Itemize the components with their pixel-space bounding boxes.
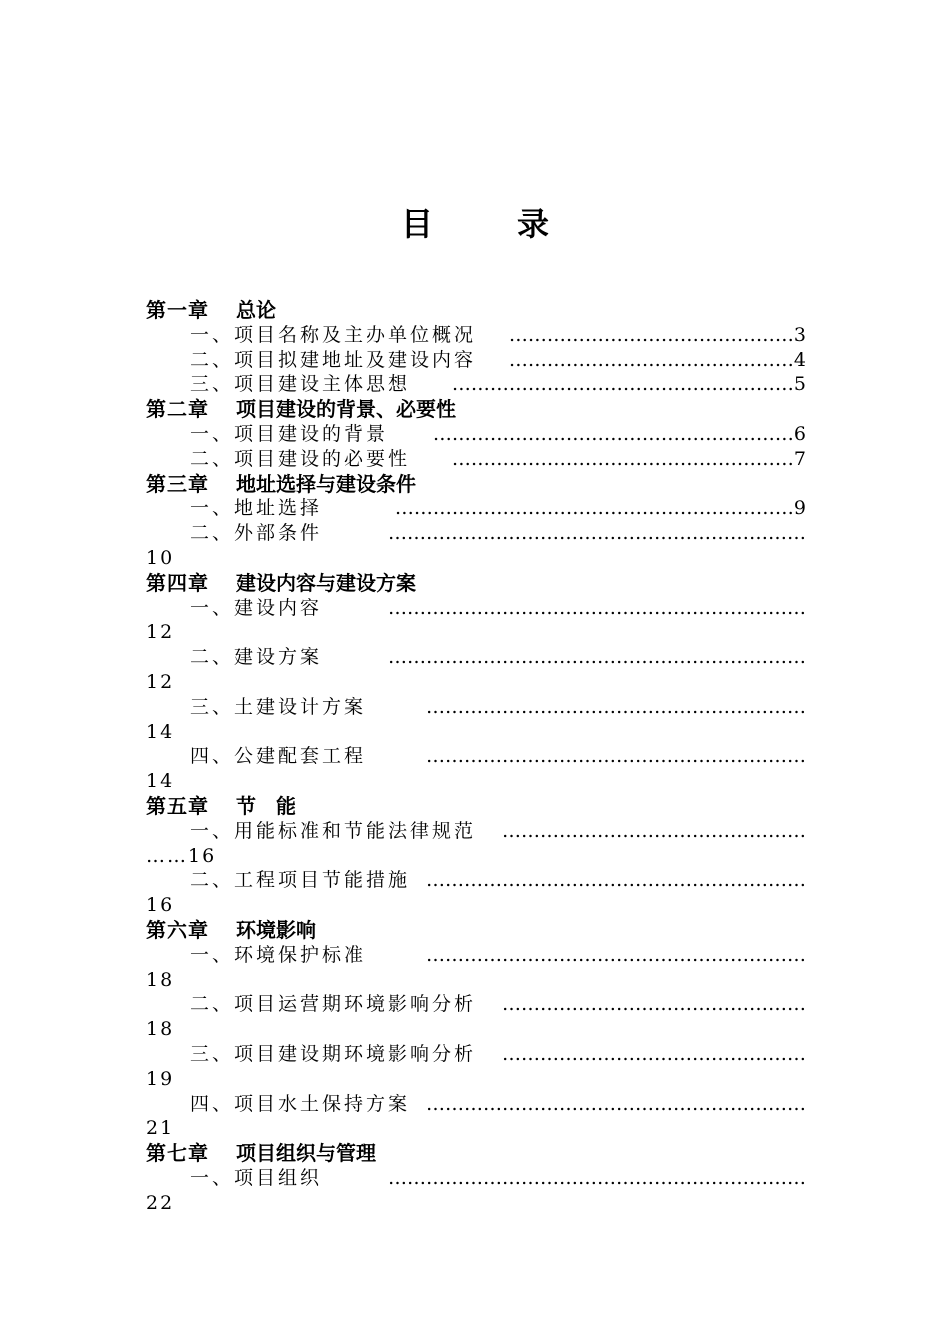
leader-dots: ………………………………………………………… [388,646,806,669]
leader-dots: …………………………………………………… [426,1092,806,1115]
dot-leader [502,1042,806,1067]
section-title: 二、建设方案 [190,646,323,669]
chapter-title: 建设内容与建设方案 [236,570,416,595]
toc-section-entry [146,819,806,844]
toc-section-entry [146,521,806,546]
dot-leader [426,695,806,720]
chapter-number: 第三章 [146,471,209,496]
wrapped-page-number [146,844,806,869]
leader-dots: …………………………………………………… [426,943,806,966]
dot-leader [388,521,806,546]
toc-section-entry [146,645,806,670]
wrapped-page-number [146,620,806,645]
toc-section-entry [146,596,806,621]
wrapped-page-number [146,670,806,695]
chapter-title: 项目组织与管理 [236,1141,376,1166]
dot-leader [502,819,806,844]
section-title: 一、建设内容 [190,596,323,619]
toc-section-entry [146,943,806,968]
toc-section-entry [146,348,806,373]
leader-dots: …………………………………………………… [426,745,806,768]
toc-title-char-1: 目 [400,205,433,243]
dot-leader [452,447,806,472]
page-number: ……16 [146,844,217,867]
section-title: 一、项目建设的背景 [190,422,389,445]
page-number: 4 [793,348,806,371]
chapter-title: 环境影响 [236,917,316,942]
page-number: 5 [793,373,806,396]
leader-dots: ……………………………………………… [451,373,794,396]
chapter-title: 项目建设的背景、必要性 [236,397,456,422]
toc-section-entry [146,1092,806,1117]
dot-leader [426,868,806,893]
section-title: 二、项目拟建地址及建设内容 [190,348,477,371]
table-of-contents [146,298,806,1215]
chapter-title: 地址选择与建设条件 [236,471,416,496]
chapter-title: 总论 [236,298,276,322]
toc-chapter-heading [146,1141,806,1166]
wrapped-page-number [146,1116,806,1141]
wrapped-page-number [146,1017,806,1042]
section-title: 四、项目水土保持方案 [190,1092,411,1115]
leader-dots: ………………………………………… [502,993,806,1016]
dot-leader [426,744,806,769]
section-title: 二、项目运营期环境影响分析 [190,993,477,1016]
toc-chapter-heading [146,397,806,422]
page-number: 3 [793,323,806,346]
dot-leader [433,422,806,447]
wrapped-page-number [146,968,806,993]
wrapped-page-number [146,1067,806,1092]
leader-dots: ………………………………………………… [432,422,794,445]
chapter-number: 第七章 [146,1141,209,1166]
dot-leader [395,496,806,521]
wrapped-page-number [146,720,806,745]
section-title: 一、地址选择 [190,497,323,520]
toc-section-entry [146,992,806,1017]
leader-dots: ……………………………………………………… [394,497,794,520]
dot-leader [426,943,806,968]
page-number: 14 [146,720,175,743]
section-title: 三、项目建设期环境影响分析 [190,1042,477,1065]
dot-leader [388,596,806,621]
page-number: 22 [146,1191,175,1214]
section-title: 一、项目组织 [190,1166,323,1189]
leader-dots: ………………………………………………………… [388,522,806,545]
toc-section-entry [146,372,806,397]
page-number: 7 [793,447,806,470]
leader-dots: …………………………………………………… [426,869,806,892]
toc-chapter-heading [146,794,806,819]
toc-section-entry [146,695,806,720]
page-number: 14 [146,770,175,793]
section-title: 三、项目建设主体思想 [190,373,411,396]
dot-leader [502,992,806,1017]
dot-leader [509,348,806,373]
page-number: 10 [146,546,175,569]
page-number: 6 [793,422,806,445]
section-title: 二、外部条件 [190,522,323,545]
page-number: 18 [146,1018,175,1041]
toc-title [0,202,950,246]
wrapped-page-number [146,546,806,571]
toc-section-entry [146,1166,806,1191]
section-title: 一、项目名称及主办单位概况 [190,323,477,346]
dot-leader [388,645,806,670]
toc-section-entry [146,1042,806,1067]
chapter-number: 第六章 [146,917,209,942]
wrapped-page-number [146,893,806,918]
leader-dots: ………………………………………………………… [388,1166,806,1189]
toc-section-entry [146,868,806,893]
toc-chapter-heading [146,571,806,596]
page-number: 18 [146,968,175,991]
page-number: 21 [146,1117,175,1140]
toc-chapter-heading [146,472,806,497]
toc-section-entry [146,422,806,447]
dot-leader [452,372,806,397]
toc-title-char-2: 录 [517,205,550,243]
dot-leader [509,323,806,348]
leader-dots: ……………………………………………… [451,447,794,470]
toc-section-entry [146,744,806,769]
leader-dots: ………………………………………… [502,1042,806,1065]
toc-section-entry [146,496,806,521]
section-title: 二、工程项目节能措施 [190,869,411,892]
dot-leader [388,1166,806,1191]
page-number: 12 [146,621,175,644]
section-title: 一、用能标准和节能法律规范 [190,819,477,842]
leader-dots: …………………………………………………… [426,695,806,718]
leader-dots: ………………………………………… [502,819,806,842]
chapter-number: 第四章 [146,570,209,595]
chapter-number: 第二章 [146,397,209,422]
dot-leader [426,1092,806,1117]
chapter-number: 第五章 [146,793,209,818]
wrapped-page-number [146,1191,806,1216]
page-number: 12 [146,670,175,693]
section-title: 四、公建配套工程 [190,745,367,768]
page-number: 16 [146,894,175,917]
toc-chapter-heading [146,918,806,943]
section-title: 一、环境保护标准 [190,943,367,966]
toc-chapter-heading [146,298,806,323]
chapter-title: 节 能 [236,793,296,818]
page-number: 9 [793,497,806,520]
page-number: 19 [146,1067,175,1090]
chapter-number: 第一章 [146,298,209,322]
toc-section-entry [146,447,806,472]
leader-dots: ……………………………………… [508,348,794,371]
leader-dots: ……………………………………… [508,323,794,346]
leader-dots: ………………………………………………………… [388,596,806,619]
toc-section-entry [146,323,806,348]
wrapped-page-number [146,769,806,794]
section-title: 三、土建设计方案 [190,695,367,718]
section-title: 二、项目建设的必要性 [190,447,411,470]
